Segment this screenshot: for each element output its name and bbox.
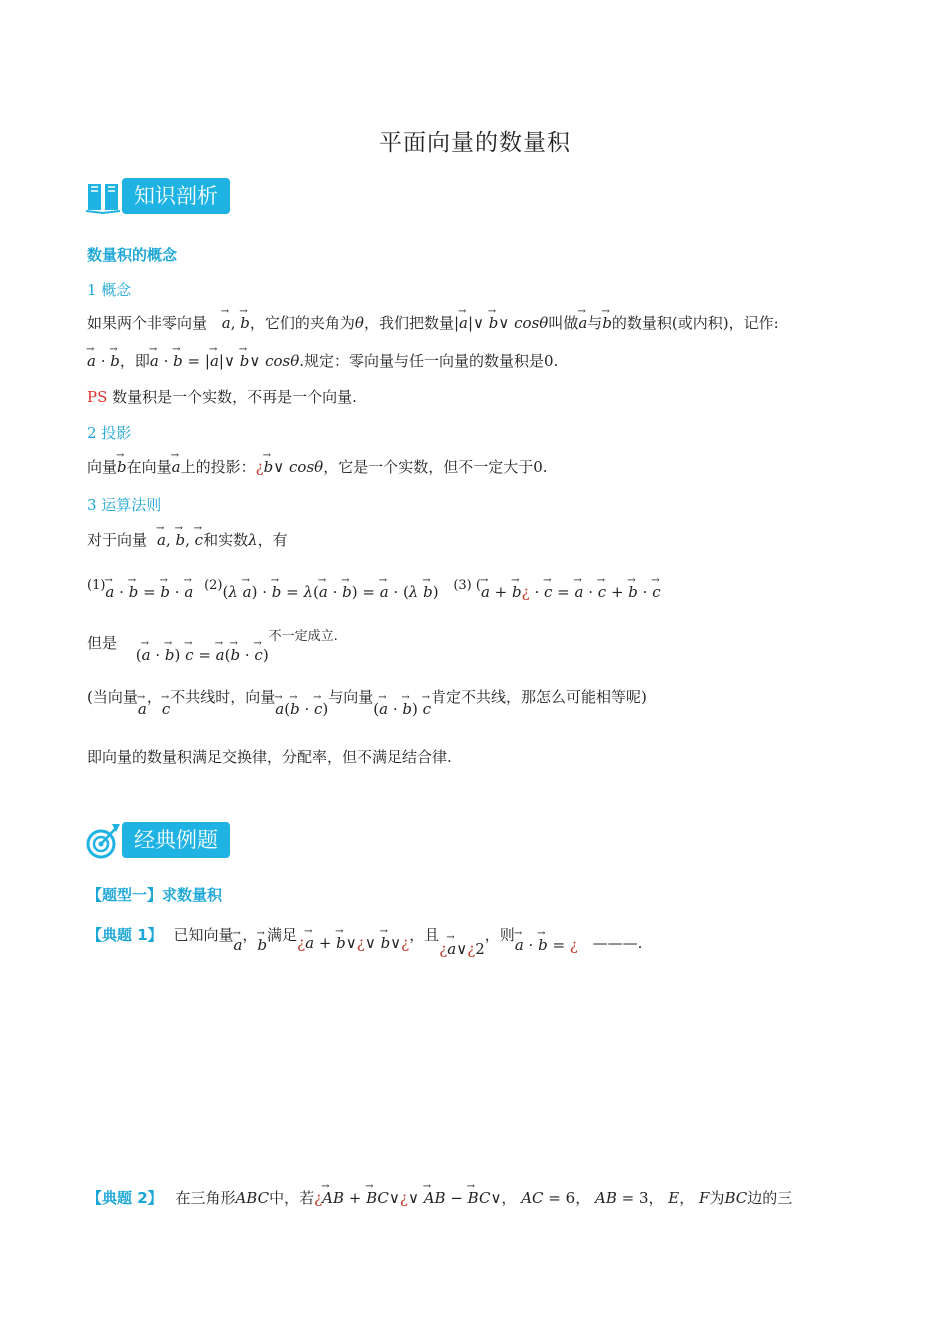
section-3-label: 3 运算法则 bbox=[87, 496, 162, 514]
example-banner bbox=[86, 822, 246, 858]
example-banner-label: 经典例题 bbox=[122, 822, 230, 858]
section-2-label: 2 投影 bbox=[87, 424, 132, 442]
concept-line-1: 如果两个非零向量 → a, → b，它们的夹角为θ，我们把数量|→ a|∨ → b∨ cosθ叫做→ a与→ b的数量积(或内积)，记作: bbox=[87, 313, 779, 333]
concept-heading: 数量积的概念 bbox=[87, 246, 178, 264]
ps-note: PS 数量积是一个实数，不再是一个向量. bbox=[87, 388, 357, 406]
target-arrow-icon bbox=[86, 822, 122, 860]
operation-intro: 对于向量→ a, → b, → c和实数λ，有 bbox=[87, 530, 288, 550]
page-title: 平面向量的数量积 bbox=[379, 130, 571, 156]
summary-line: 即向量的数量积满足交换律，分配率，但不满足结合律. bbox=[87, 748, 452, 766]
projection-line: 向量→ b在向量→ a上的投影：¿→ b∨ cosθ，它是一个实数，但不一定大于0. bbox=[87, 457, 548, 477]
example-1: 【典题 1】 已知向量→ a，→ b满足¿→ a + → b∨¿∨ → b∨¿，且¿→ a∨¿2，则→ a · → b = ¿ ———. bbox=[87, 925, 642, 959]
concept-line-2: → a · → b，即→ a · → b = |→ a|∨ → b∨ cosθ.规定：零向量与任一向量的数量积是0. bbox=[87, 351, 558, 371]
operation-laws: (1)→ a · → b = → b · → a (2)(λ → a) · → b = λ(→ a · → b) = → a · (λ → b) (3) (→ a + → b¿ · → c = → a · → c + → b · → c bbox=[87, 576, 661, 602]
section-1-label: 1 概念 bbox=[87, 281, 132, 299]
knowledge-banner bbox=[86, 178, 246, 214]
but-line: 但是 (→ a · → b) → c = → a(→ b · → c)不一定成立. bbox=[87, 627, 338, 665]
example-2: 【典题 2】 在三角形ABC中，若¿→ AB + → BC∨¿∨ → AB − → BC∨， AC = 6， AB = 3， E， F为BC边的三 bbox=[87, 1188, 792, 1208]
collinear-note: (当向量→ a，→ c不共线时，向量→ a(→ b · → c)与向量(→ a · → b) → c肯定不共线，那怎么可能相等呢) bbox=[87, 687, 647, 719]
knowledge-banner-label: 知识剖析 bbox=[122, 178, 230, 214]
open-book-icon bbox=[86, 178, 120, 214]
type-1-heading: 【题型一】求数量积 bbox=[87, 886, 223, 904]
